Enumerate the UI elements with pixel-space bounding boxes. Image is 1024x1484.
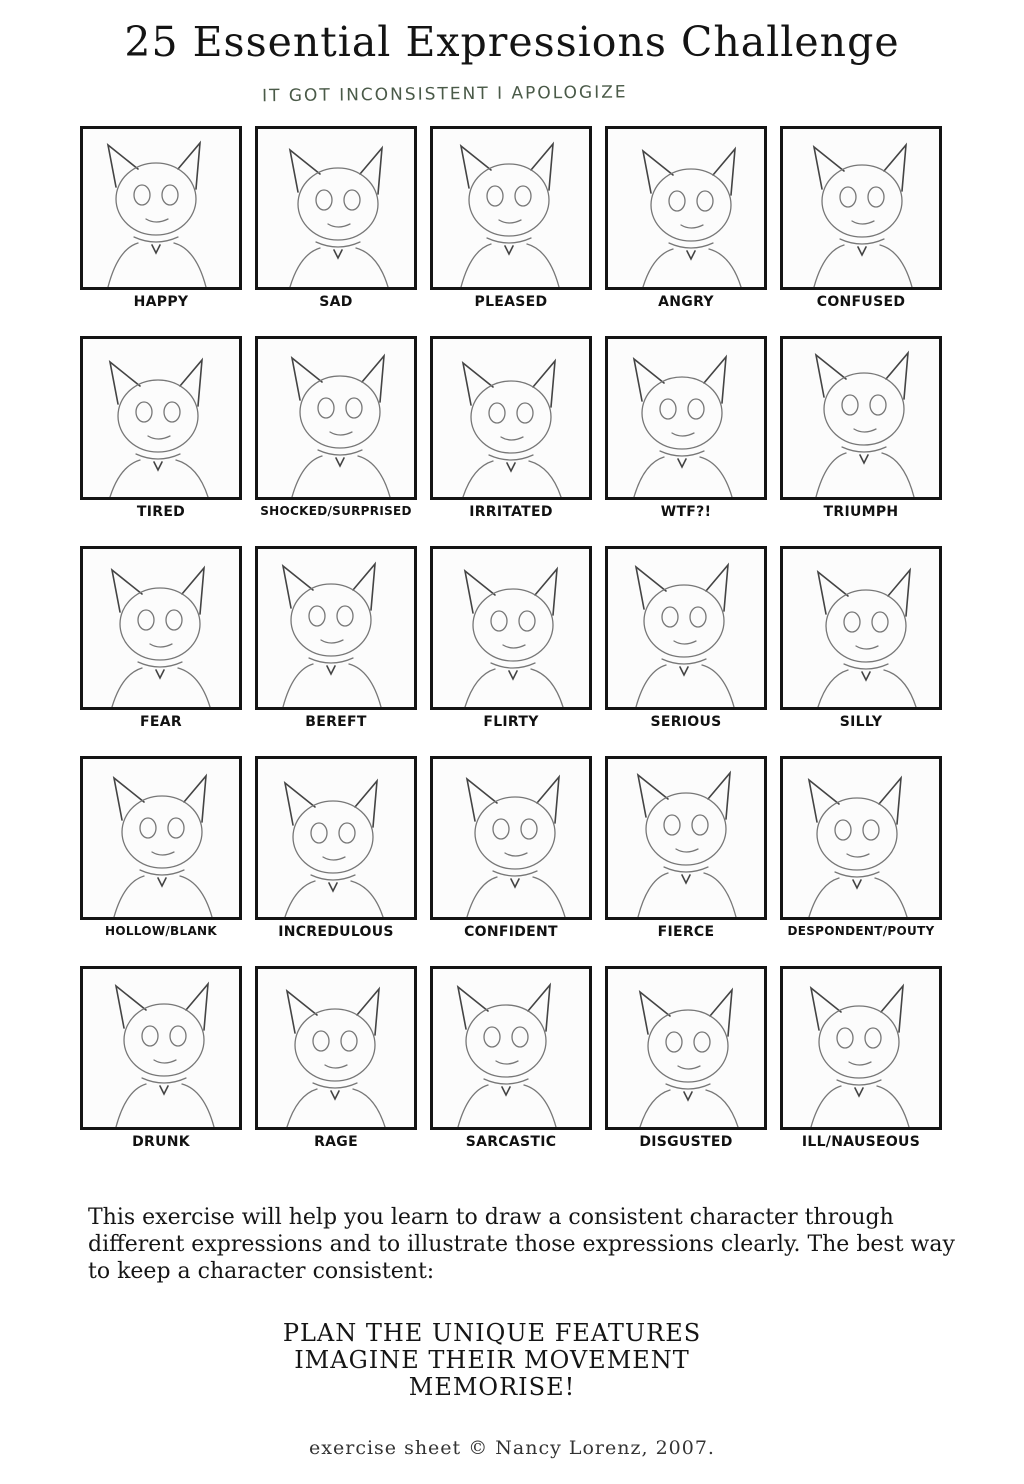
character-sketch: [83, 969, 239, 1127]
expression-cell[interactable]: [430, 756, 592, 966]
sketch-panel: [80, 126, 242, 290]
expression-label: INCREDULOUS: [278, 924, 394, 940]
sketch-panel: [255, 126, 417, 290]
character-sketch: [608, 129, 764, 287]
character-sketch: [433, 969, 589, 1127]
sketch-panel: [430, 336, 592, 500]
expression-cell[interactable]: [780, 966, 942, 1176]
expression-cell[interactable]: [80, 966, 242, 1176]
character-sketch: [608, 759, 764, 917]
character-sketch: [783, 969, 939, 1127]
exercise-description: This exercise will help you learn to draw a consistent character through different expressions and to illustrate those expressions clearly. The best way to keep a character consistent:: [88, 1205, 955, 1284]
expression-label: DISGUSTED: [639, 1134, 733, 1150]
sheet-title: 25 Essential Expressions Challenge: [124, 18, 900, 66]
tip-line: IMAGINE THEIR MOVEMENT: [294, 1346, 690, 1374]
sketch-panel: [80, 546, 242, 710]
expression-cell[interactable]: [255, 336, 417, 546]
sketch-panel: [605, 126, 767, 290]
expression-label: HOLLOW/BLANK: [105, 924, 217, 938]
character-sketch: [258, 549, 414, 707]
sketch-panel: [780, 126, 942, 290]
expression-label: DRUNK: [132, 1134, 190, 1150]
expression-label: SHOCKED/SURPRISED: [260, 504, 412, 518]
expressions-grid: [80, 126, 942, 1176]
tips-block: [0, 1320, 984, 1401]
expression-cell[interactable]: [605, 966, 767, 1176]
expression-cell[interactable]: [255, 126, 417, 336]
character-sketch: [783, 759, 939, 917]
sketch-panel: [255, 966, 417, 1130]
expression-cell[interactable]: [80, 756, 242, 966]
expression-cell[interactable]: [780, 336, 942, 546]
credit-line: exercise sheet © Nancy Lorenz, 2007.: [309, 1437, 715, 1459]
expression-cell[interactable]: [255, 756, 417, 966]
sketch-panel: [780, 756, 942, 920]
expression-cell[interactable]: [430, 126, 592, 336]
sketch-panel: [255, 336, 417, 500]
expression-cell[interactable]: [780, 756, 942, 966]
expression-label: CONFIDENT: [464, 924, 558, 940]
sketch-panel: [430, 126, 592, 290]
expression-label: DESPONDENT/POUTY: [787, 924, 935, 938]
sketch-panel: [80, 336, 242, 500]
character-sketch: [83, 759, 239, 917]
expression-label: TIRED: [136, 504, 186, 520]
tip-line: PLAN THE UNIQUE FEATURES: [282, 1319, 702, 1347]
sketch-panel: [605, 966, 767, 1130]
expression-label: HAPPY: [133, 294, 189, 310]
sketch-panel: [780, 966, 942, 1130]
expression-label: IRRITATED: [469, 504, 553, 520]
character-sketch: [433, 759, 589, 917]
sketch-panel: [605, 546, 767, 710]
character-sketch: [258, 759, 414, 917]
sketch-panel: [430, 966, 592, 1130]
sketch-panel: [780, 336, 942, 500]
expression-cell[interactable]: [255, 546, 417, 756]
expression-cell[interactable]: [605, 126, 767, 336]
character-sketch: [83, 339, 239, 497]
expression-cell[interactable]: [605, 336, 767, 546]
expression-label: BEREFT: [305, 714, 367, 730]
expression-cell[interactable]: [430, 546, 592, 756]
expression-label: SARCASTIC: [465, 1134, 557, 1150]
expression-label: FEAR: [140, 714, 182, 730]
expression-label: SERIOUS: [650, 714, 722, 730]
expression-cell[interactable]: [80, 336, 242, 546]
character-sketch: [608, 969, 764, 1127]
expression-label: SILLY: [839, 714, 883, 730]
character-sketch: [783, 129, 939, 287]
expression-cell[interactable]: [80, 546, 242, 756]
character-sketch: [258, 969, 414, 1127]
expression-label: ANGRY: [658, 294, 714, 310]
expression-cell[interactable]: [430, 336, 592, 546]
expression-cell[interactable]: [255, 966, 417, 1176]
expression-label: RAGE: [314, 1134, 358, 1150]
sketch-panel: [605, 756, 767, 920]
expression-cell[interactable]: [430, 966, 592, 1176]
sketch-panel: [255, 546, 417, 710]
character-sketch: [258, 339, 414, 497]
character-sketch: [433, 129, 589, 287]
expression-label: WTF?!: [660, 504, 712, 520]
expression-label: CONFUSED: [816, 294, 906, 310]
character-sketch: [608, 549, 764, 707]
sketch-panel: [780, 546, 942, 710]
character-sketch: [83, 129, 239, 287]
expression-cell[interactable]: [605, 756, 767, 966]
sketch-panel: [80, 966, 242, 1130]
character-sketch: [83, 549, 239, 707]
expression-label: ILL/NAUSEOUS: [801, 1134, 921, 1150]
character-sketch: [258, 129, 414, 287]
expression-label: FIERCE: [657, 924, 715, 940]
tip-line: MEMORISE!: [408, 1373, 576, 1401]
sketch-panel: [80, 756, 242, 920]
artist-note: IT GOT INCONSISTENT I APOLOGIZE: [261, 82, 628, 107]
expression-label: PLEASED: [474, 294, 548, 310]
expression-cell[interactable]: [80, 126, 242, 336]
sketch-panel: [605, 336, 767, 500]
expression-label: TRIUMPH: [823, 504, 899, 520]
sketch-panel: [430, 546, 592, 710]
character-sketch: [433, 339, 589, 497]
expression-cell[interactable]: [780, 546, 942, 756]
expression-label: SAD: [319, 294, 353, 310]
expression-label: FLIRTY: [483, 714, 539, 730]
expression-cell[interactable]: [780, 126, 942, 336]
sketch-panel: [430, 756, 592, 920]
character-sketch: [433, 549, 589, 707]
character-sketch: [608, 339, 764, 497]
character-sketch: [783, 549, 939, 707]
sketch-panel: [255, 756, 417, 920]
character-sketch: [783, 339, 939, 497]
expression-cell[interactable]: [605, 546, 767, 756]
